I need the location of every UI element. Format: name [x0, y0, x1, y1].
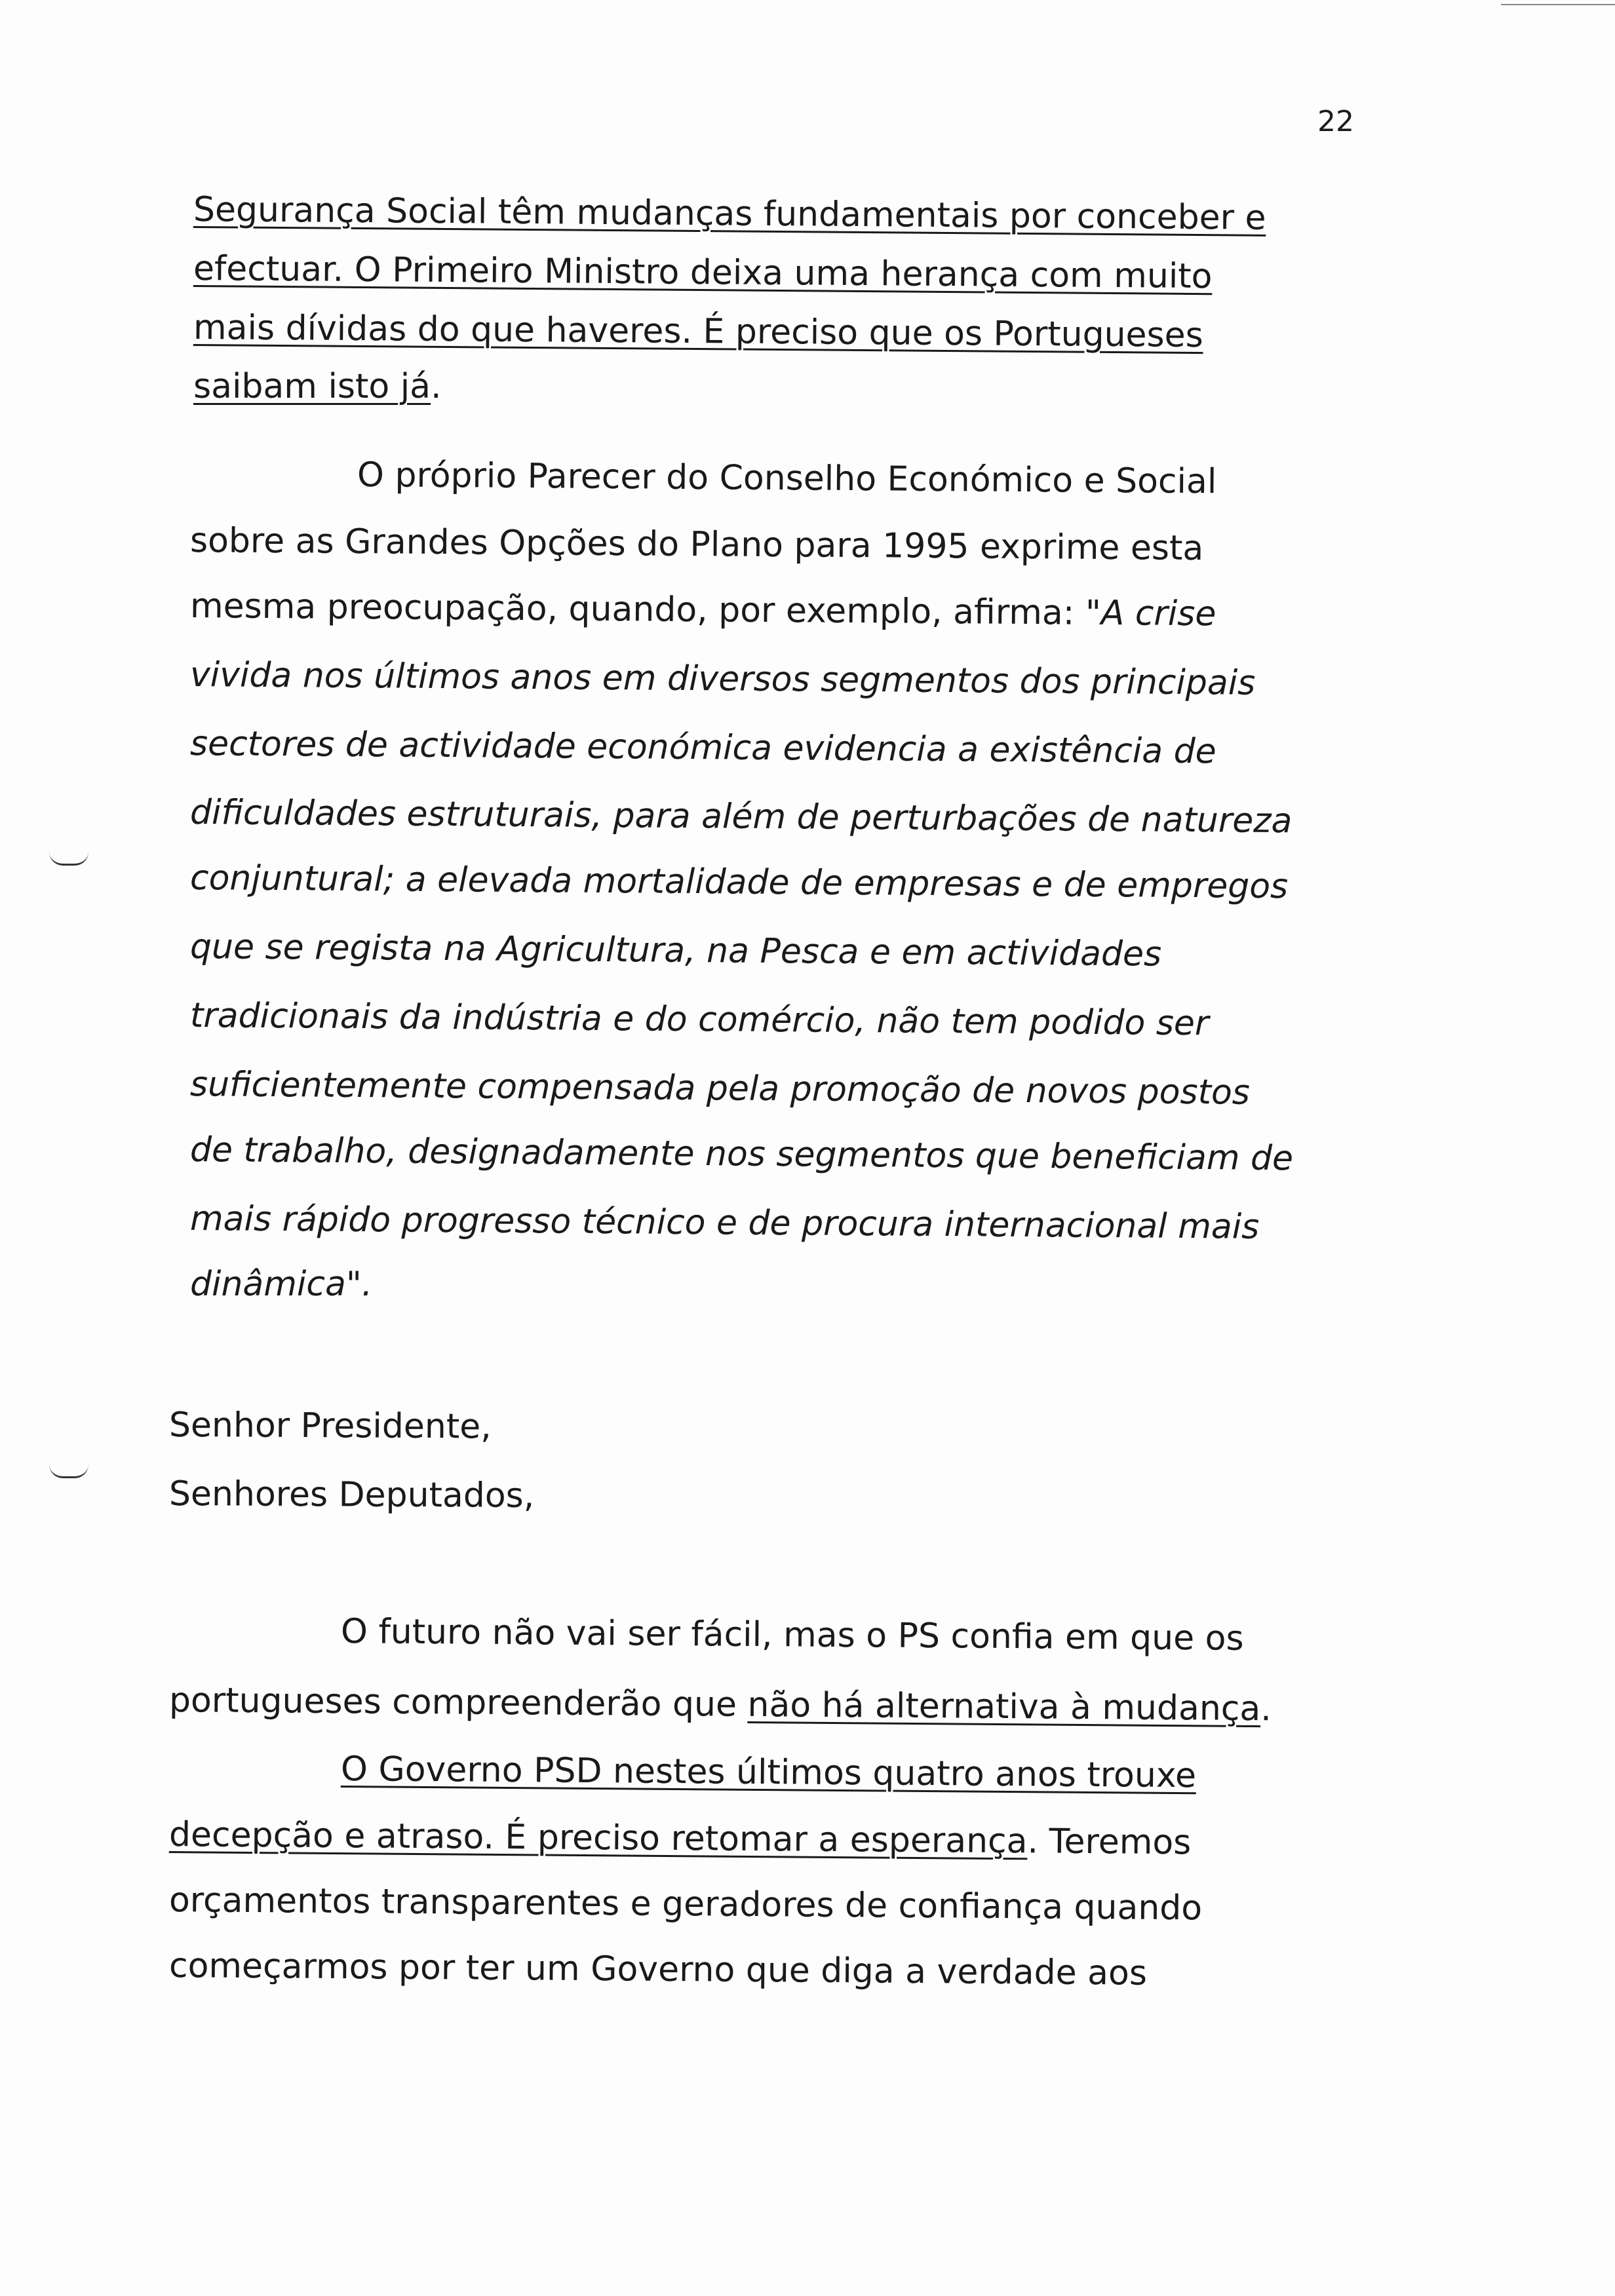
- paragraph-3-line-3: O Governo PSD nestes últimos quatro anos trouxe: [340, 1750, 1197, 1796]
- paragraph-1-line-2: efectuar. O Primeiro Ministro deixa uma herança com muito: [193, 249, 1213, 297]
- paragraph-2-line-10: suficientemente compensada pela promoção de novos postos: [189, 1065, 1251, 1113]
- margin-mark: [49, 1464, 88, 1478]
- paragraph-3-line-5: orçamentos transparentes e geradores de confiança quando: [168, 1881, 1203, 1928]
- paragraph-2-line-13-quote-end: ".: [345, 1265, 373, 1304]
- paragraph-2-line-11: de trabalho, designadamente nos segmentos que beneficiam de: [189, 1130, 1294, 1179]
- paragraph-2-line-1: O próprio Parecer do Conselho Económico e Social: [357, 455, 1217, 502]
- salutation-deputies: Senhores Deputados,: [168, 1474, 535, 1516]
- paragraph-2-line-12: mais rápido progresso técnico e de procura internacional mais: [189, 1199, 1260, 1247]
- paragraph-1-line-4: [193, 367, 442, 406]
- paragraph-2-line-7: conjuntural; a elevada mortalidade de empresas e de empregos: [189, 858, 1289, 907]
- paragraph-1-line-4-end: .: [431, 367, 442, 406]
- paragraph-2-line-13: [190, 1265, 372, 1304]
- paragraph-2-line-3: [190, 586, 1216, 634]
- salutation-president: Senhor Presidente,: [168, 1406, 492, 1447]
- paragraph-2-line-13-text: dinâmica: [190, 1265, 346, 1304]
- paragraph-3-line-1: O futuro não vai ser fácil, mas o PS confia em que os: [340, 1612, 1244, 1658]
- paragraph-2-line-6: dificuldades estruturais, para além de perturbações de natureza: [189, 793, 1293, 841]
- paragraph-2-line-5: sectores de actividade económica evidencia a existência de: [189, 724, 1216, 772]
- paragraph-3-line-6: começarmos por ter um Governo que diga a verdade aos: [168, 1946, 1148, 1993]
- paragraph-3-line-4: [169, 1815, 1192, 1862]
- paragraph-3-line-4-end: . Teremos: [1027, 1822, 1192, 1863]
- paragraph-1-line-4-underlined: saibam isto já: [193, 367, 431, 406]
- margin-mark: [49, 852, 88, 866]
- scan-edge-rule: [1501, 4, 1615, 5]
- paragraph-1-line-1: Segurança Social têm mudanças fundamentais por conceber e: [193, 190, 1266, 238]
- paragraph-2-line-2: sobre as Grandes Opções do Plano para 1995 exprime esta: [189, 521, 1204, 569]
- paragraph-3-line-4-underlined: decepção e atraso. É preciso retomar a esperança: [168, 1815, 1028, 1862]
- paragraph-2-line-8: que se regista na Agricultura, na Pesca e em actividades: [189, 927, 1162, 974]
- page-number: 22: [1317, 105, 1354, 138]
- paragraph-3-line-2-text: portugueses compreenderão que: [168, 1681, 748, 1725]
- paragraph-2-line-4: vivida nos últimos anos em diversos segmentos dos principais: [189, 655, 1256, 703]
- paragraph-3-line-2-end: .: [1260, 1689, 1272, 1729]
- paragraph-2-line-3-quote-start: "A crise: [1085, 593, 1216, 634]
- paragraph-3-line-2: [169, 1681, 1272, 1729]
- paragraph-2-line-9: tradicionais da indústria e do comércio, não tem podido ser: [189, 996, 1209, 1044]
- paragraph-2-line-3-text: mesma preocupação, quando, por exemplo, afirma:: [189, 586, 1086, 633]
- paragraph-3-line-2-underlined: não há alternativa à mudança: [747, 1685, 1261, 1729]
- paragraph-1-line-3: mais dívidas do que haveres. É preciso que os Portugueses: [193, 308, 1203, 356]
